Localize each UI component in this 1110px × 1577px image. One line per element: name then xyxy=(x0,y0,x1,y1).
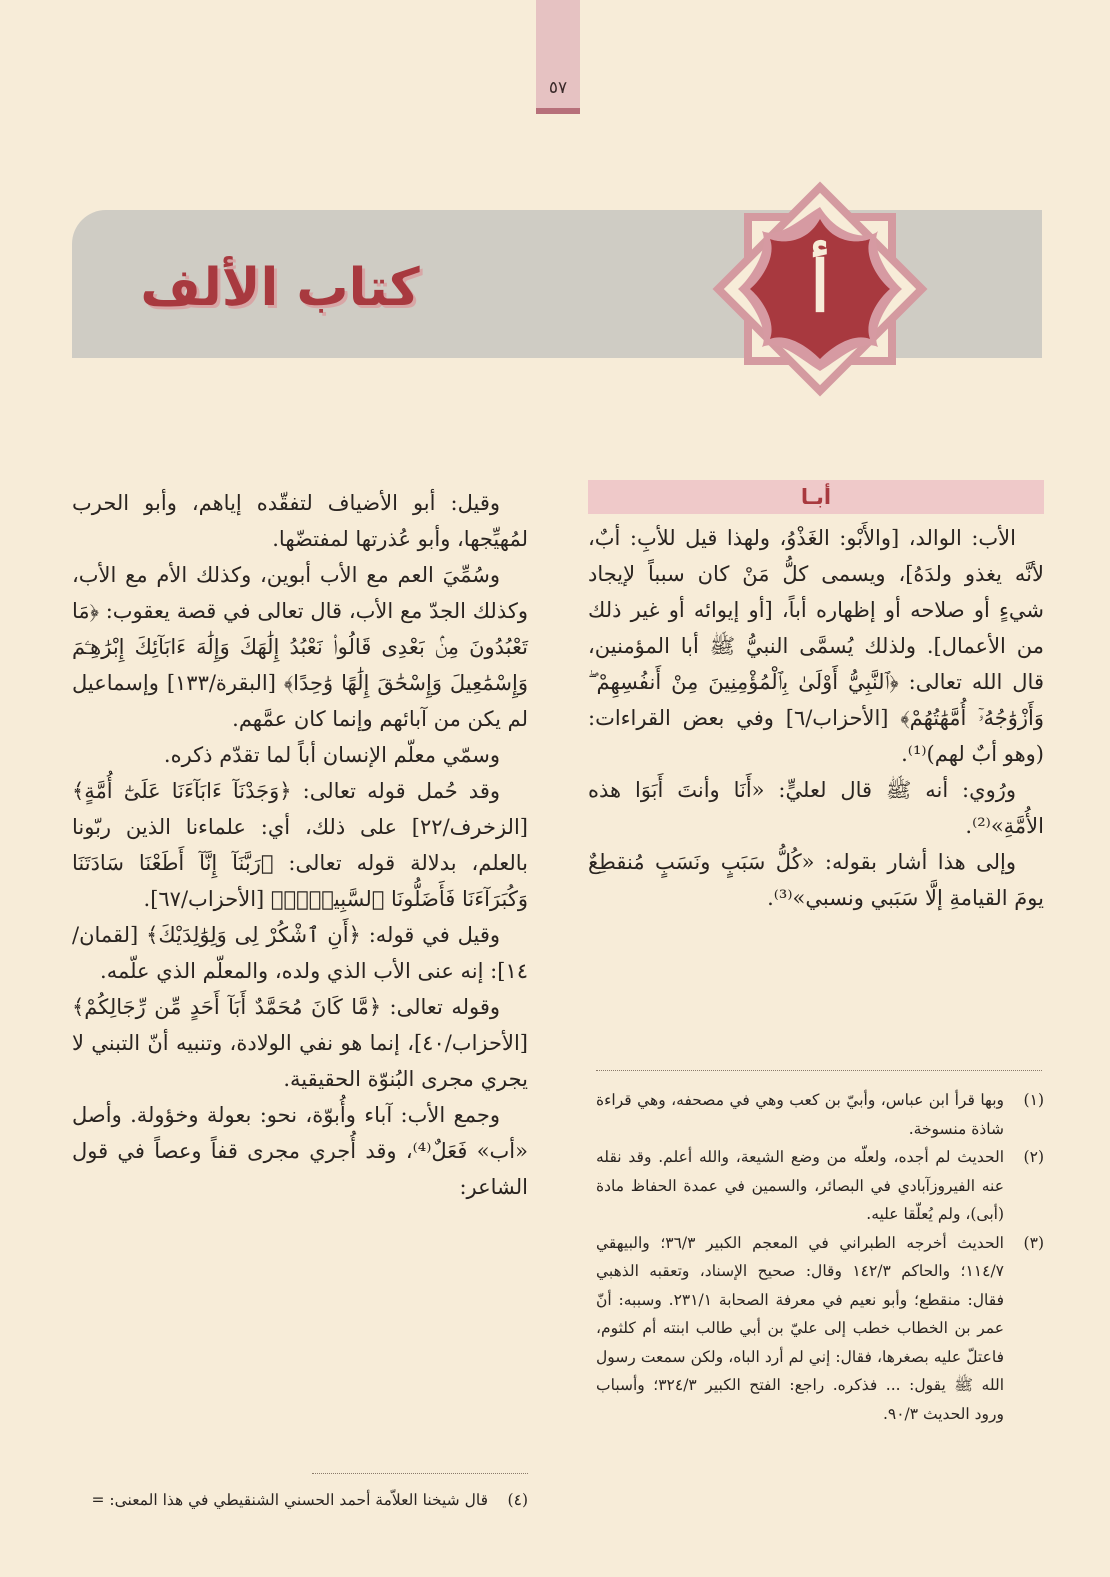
footnote-text: الحديث لم أجده، ولعلّه من وضع الشيعة، والله أعلم. وقد نقله عنه الفيروزآبادي في البصائر، والسمين في عمدة الحفاظ مادة (أبى)، ولم يُعلّقا عليه. xyxy=(596,1148,1004,1223)
footnotes-right xyxy=(596,1086,1044,1428)
footnote-text: وبها قرأ ابن عباس، وأبيّ بن كعب وهي في مصحفه، وهي قراءة شاذة منسوخة. xyxy=(596,1091,1004,1138)
footnote xyxy=(596,1229,1044,1429)
paragraph: وقوله تعالى: ﴿مَّا كَانَ مُحَمَّدٌ أَبَآ أَحَدٍ مِّن رِّجَالِكُمْ﴾ [الأحزاب/٤٠]، إنما هو نفي الولادة، وتنبيه أنّ التبني لا يجري مجرى البُنوّة الحقيقية. xyxy=(72,995,528,1091)
paragraph: وسُمِّيَ العم مع الأب أبوين، وكذلك الأم مع الأب، وكذلك الجدّ مع الأب، قال تعالى في قصة يعقوب: ﴿مَا تَعْبُدُونَ مِنۢ بَعْدِى قَالُوا۟ نَعْبُدُ إِلَٰهَكَ وَإِلَٰهَ ءَابَآئِكَ إِبْرَٰهِـۧمَ وَإِسْمَٰعِيلَ وَإِسْحَٰقَ إِلَٰهًا وَٰحِدًا﴾ [البقرة/١٣٣] وإسماعيل لم يكن من آبائهم وإنما كان عمَّهم. xyxy=(72,563,528,731)
right-column xyxy=(588,480,1044,916)
paragraph: وسمّي معلّم الإنسان أباً لما تقدّم ذكره. xyxy=(163,743,500,767)
paragraph: وقيل في قوله: ﴿أَنِ ٱشْكُرْ لِى وَلِوَٰلِدَيْكَ﴾ [لقمان/١٤]: إنه عنى الأب الذي ولده، والمعلّم الذي علّمه. xyxy=(72,923,528,983)
paragraph: وقد حُمل قوله تعالى: ﴿وَجَدْنَآ ءَابَآءَنَا عَلَىٰٓ أُمَّةٍ﴾ [الزخرف/٢٢] على ذلك، أي: علماءنا الذين ربّونا بالعلم، بدلالة قوله تعالى: ﴿رَبَّنَآ إِنَّآ أَطَعْنَا سَادَتَنَا وَكُبَرَآءَنَا فَأَضَلُّونَا ٱلسَّبِيلَا۠﴾ [الأحزاب/٦٧]. xyxy=(72,779,528,911)
footnotes-left xyxy=(40,1486,528,1515)
ornament-letter: أ xyxy=(810,245,830,328)
paragraph: وقيل: أبو الأضياف لتفقّده إياهم، وأبو الحرب لمُهيِّجها، وأبو عُذرتها لمفتضّها. xyxy=(72,491,528,551)
alif-ornament-icon xyxy=(702,178,938,400)
paragraph: وإلى هذا أشار بقوله: «كُلُّ سَبَبٍ ونَسَبٍ مُنقطِعٌ يومَ القيامةِ إلَّا سَبَبي ونسبي»⁽³⁾. xyxy=(588,850,1044,910)
footnote xyxy=(40,1486,528,1515)
footnote-number: (٤) xyxy=(507,1491,528,1509)
left-column xyxy=(72,485,528,1205)
footnote-number: (١) xyxy=(1023,1091,1044,1109)
entry-heading: أبـا xyxy=(588,480,1044,514)
footnote-separator xyxy=(596,1070,1042,1071)
footnote-separator xyxy=(312,1473,528,1474)
paragraph: الأب: الوالد، [والأَبْو: الغَذْوُ، ولهذا قيل للأبِ: أبٌ، لأنَّه يغذو ولدَهُ]، ويسمى كلُّ مَنْ كان سبباً لإيجاد شيءٍ أو صلاحه أو إظهاره أباً، [أو إيوائه أو غير ذلك من الأعمال]. ولذلك يُسمَّى النبيُّ ﷺ أبا المؤمنين، قال الله تعالى: ﴿ٱلنَّبِيُّ أَوْلَىٰ بِٱلْمُؤْمِنِينَ مِنْ أَنفُسِهِمْ ۖ وَأَزْوَٰجُهُۥٓ أُمَّهَٰتُهُمْ﴾ [الأحزاب/٦] وفي بعض القراءات: (وهو أبٌ لهم)⁽¹⁾. xyxy=(588,526,1044,766)
page-number-tab xyxy=(536,0,580,114)
footnote-text: الحديث أخرجه الطبراني في المعجم الكبير ٣٦/٣؛ والبيهقي ١١٤/٧؛ والحاكم ١٤٢/٣ وقال: صحيح الإسناد، وتعقبه الذهبي فقال: منقطع؛ وأبو نعيم في معرفة الصحابة ٢٣١/١. وسببه: أنّ عمر بن الخطاب خطب إلى عليّ بن أبي طالب ابنته أم كلثوم، فاعتلّ عليه بصغرها، فقال: إني لم أرد الباه، ولكن سمعت رسول الله ﷺ يقول: ... فذكره. راجع: الفتح الكبير ٣٢٤/٣؛ وأسباب ورود الحديث ٩٠/٣. xyxy=(596,1233,1004,1423)
footnote-number: (٢) xyxy=(1023,1148,1044,1166)
footnote-text: قال شيخنا العلاّمة أحمد الحسني الشنقيطي في هذا المعنى: = xyxy=(91,1491,488,1509)
page-number: ٥٧ xyxy=(548,78,568,98)
paragraph: ورُوي: أنه ﷺ قال لعليٍّ: «أَنَا وأنتَ أَبَوَا هذه الأُمَّةِ»⁽²⁾. xyxy=(588,778,1044,838)
chapter-title: كتاب الألف xyxy=(140,258,420,318)
paragraph: وجمع الأب: آباء وأُبوّة، نحو: بعولة وخؤولة. وأصل «أب» فَعَلٌ⁽⁴⁾، وقد أُجري مجرى قفاً وعصاً في قول الشاعر: xyxy=(72,1103,528,1199)
footnote xyxy=(596,1143,1044,1229)
footnote xyxy=(596,1086,1044,1143)
page-tab-bar xyxy=(536,108,580,114)
footnote-number: (٣) xyxy=(1023,1233,1044,1252)
